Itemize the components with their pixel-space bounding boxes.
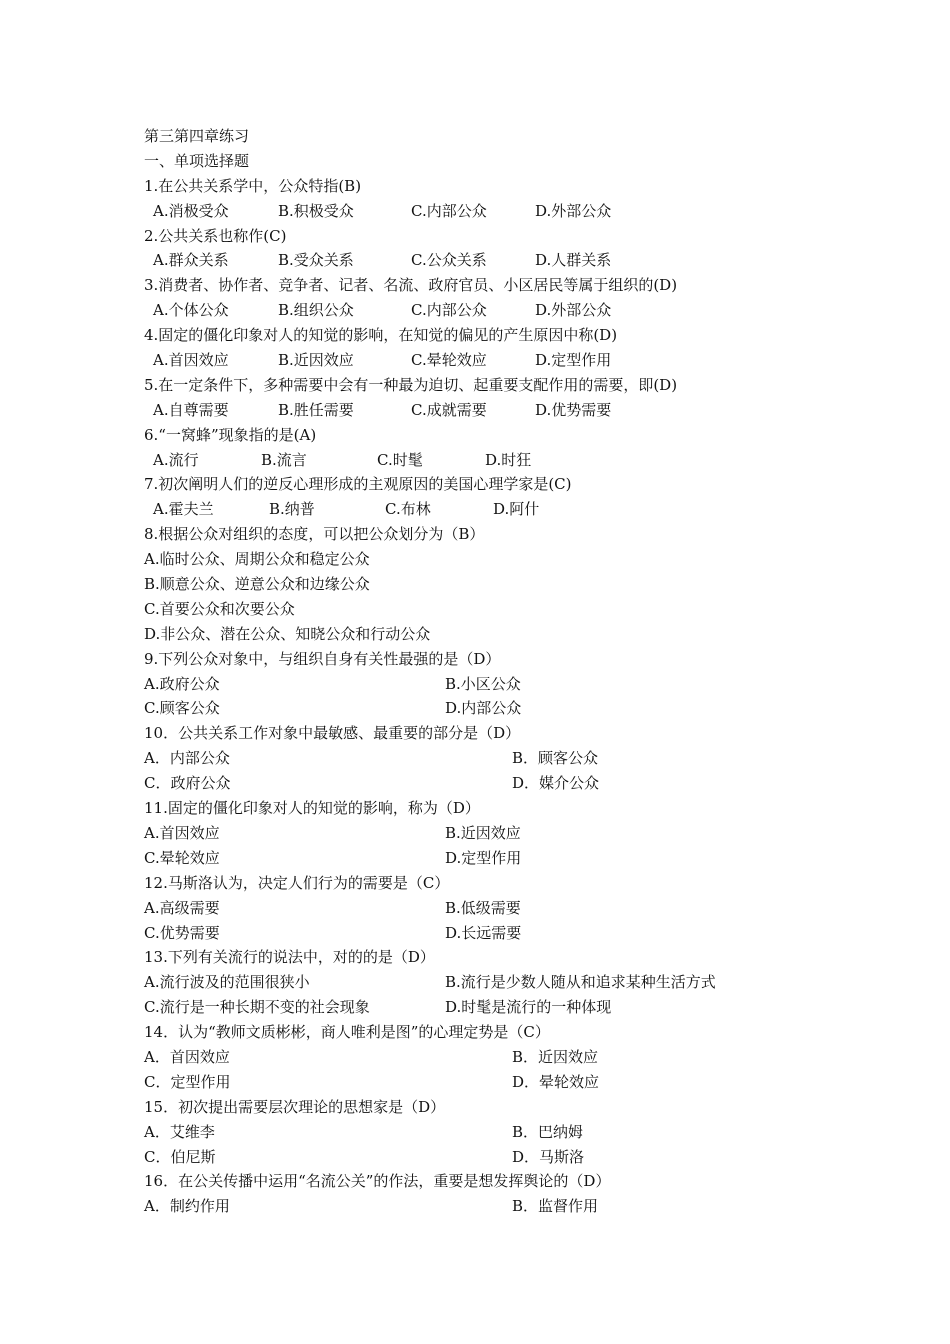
option-a: A．制约作用 xyxy=(144,1197,230,1216)
option-a: A．内部公众 xyxy=(144,749,230,768)
option-d: D.人群关系 xyxy=(535,251,612,270)
option-d: D．晕轮效应 xyxy=(512,1072,600,1091)
option-b: B.积极受众 xyxy=(278,201,354,220)
option-d: D.阿什 xyxy=(493,500,540,519)
question-12-options-row-1 xyxy=(144,896,764,921)
option-d: D.内部公众 xyxy=(445,699,522,718)
option-b: B.受众关系 xyxy=(278,251,354,270)
option-a: A.自尊需要 xyxy=(153,400,229,419)
option-d: D.时髦是流行的一种体现 xyxy=(445,998,612,1017)
option-a: A.霍夫兰 xyxy=(153,500,214,519)
question-15-stem: 15．初次提出需要层次理论的思想家是（D） xyxy=(144,1097,446,1116)
option-d: D.优势需要 xyxy=(535,400,612,419)
option-c: C.晕轮效应 xyxy=(411,351,487,370)
question-8-option-b: B.顺意公众、逆意公众和边缘公众 xyxy=(144,575,370,594)
question-2-stem: 2.公共关系也称作(C) xyxy=(144,226,287,245)
option-a: A.群众关系 xyxy=(153,251,229,270)
question-15-options-row-2 xyxy=(144,1145,764,1170)
question-8-option-d: D.非公众、潜在公众、知晓公众和行动公众 xyxy=(144,624,431,643)
question-6-options xyxy=(144,448,764,473)
option-d: D．马斯洛 xyxy=(512,1147,585,1166)
option-b: B.纳普 xyxy=(269,500,315,519)
option-c: C.顾客公众 xyxy=(144,699,220,718)
option-a: A.个体公众 xyxy=(153,301,229,320)
option-c: C．伯尼斯 xyxy=(144,1147,216,1166)
question-13-options-row-2 xyxy=(144,995,764,1020)
question-5-stem: 5.在一定条件下，多种需要中会有一种最为迫切、起重要支配作用的需要，即(D) xyxy=(144,375,678,394)
option-a: A．首因效应 xyxy=(144,1047,230,1066)
document-title: 第三第四章练习 xyxy=(144,127,250,145)
option-b: B.流言 xyxy=(261,450,307,469)
option-d: D.外部公众 xyxy=(535,301,612,320)
question-12-options-row-2 xyxy=(144,921,764,946)
option-d: D.长远需要 xyxy=(445,923,522,942)
option-b: B．顾客公众 xyxy=(512,749,599,768)
question-8-stem: 8.根据公众对组织的态度，可以把公众划分为（B） xyxy=(144,525,485,544)
question-14-stem: 14．认为“教师文质彬彬，商人唯利是图”的心理定势是（C） xyxy=(144,1023,550,1042)
option-b: B．巴纳姆 xyxy=(512,1122,584,1141)
option-a: A.流行 xyxy=(153,450,199,469)
question-14-options-row-2 xyxy=(144,1070,764,1095)
option-b: B.近因效应 xyxy=(278,351,354,370)
document-content xyxy=(144,124,764,1219)
question-6-stem: 6.“一窝蜂”现象指的是(A) xyxy=(144,425,317,444)
question-4-options xyxy=(144,348,764,373)
option-b: B.流行是少数人随从和追求某种生活方式 xyxy=(445,973,716,992)
question-13-stem: 13.下列有关流行的说法中，对的的是（D） xyxy=(144,948,435,967)
option-a: A.流行波及的范围很狭小 xyxy=(144,973,310,992)
option-b: B.低级需要 xyxy=(445,898,521,917)
option-c: C.流行是一种长期不变的社会现象 xyxy=(144,998,370,1017)
question-1-stem: 1.在公共关系学中，公众特指(B) xyxy=(144,176,362,195)
option-a: A.首因效应 xyxy=(153,351,229,370)
option-c: C.内部公众 xyxy=(411,301,487,320)
question-8-option-a: A.临时公众、周期公众和稳定公众 xyxy=(144,550,370,569)
option-b: B.胜任需要 xyxy=(278,400,354,419)
option-c: C.晕轮效应 xyxy=(144,848,220,867)
option-a: A.消极受众 xyxy=(153,201,229,220)
question-7-options xyxy=(144,497,764,522)
option-c: C.布林 xyxy=(385,500,431,519)
option-a: A.首因效应 xyxy=(144,823,220,842)
option-a: A.政府公众 xyxy=(144,674,220,693)
option-a: A．艾维李 xyxy=(144,1122,215,1141)
question-14-options-row-1 xyxy=(144,1045,764,1070)
option-d: D.定型作用 xyxy=(445,848,522,867)
question-9-options-row-2 xyxy=(144,696,764,721)
question-15-options-row-1 xyxy=(144,1120,764,1145)
question-12-stem: 12.马斯洛认为，决定人们行为的需要是（C） xyxy=(144,873,450,892)
option-b: B．近因效应 xyxy=(512,1047,599,1066)
question-16-options-row-1 xyxy=(144,1194,764,1219)
question-5-options xyxy=(144,398,764,423)
question-11-options-row-1 xyxy=(144,821,764,846)
option-c: C.时髦 xyxy=(377,450,423,469)
option-c: C.成就需要 xyxy=(411,400,487,419)
question-10-options-row-2 xyxy=(144,771,764,796)
question-7-stem: 7.初次阐明人们的逆反心理形成的主观原因的美国心理学家是(C) xyxy=(144,475,572,494)
option-b: B.近因效应 xyxy=(445,823,521,842)
option-d: D.时狂 xyxy=(485,450,532,469)
question-16-stem: 16．在公关传播中运用“名流公关”的作法，重要是想发挥舆论的（D） xyxy=(144,1172,611,1191)
option-d: D.定型作用 xyxy=(535,351,612,370)
question-3-stem: 3.消费者、协作者、竞争者、记者、名流、政府官员、小区居民等属于组织的(D) xyxy=(144,276,678,295)
question-4-stem: 4.固定的僵化印象对人的知觉的影响，在知觉的偏见的产生原因中称(D) xyxy=(144,326,618,345)
question-2-options xyxy=(144,248,764,273)
question-3-options xyxy=(144,298,764,323)
option-c: C.优势需要 xyxy=(144,923,220,942)
question-11-stem: 11.固定的僵化印象对人的知觉的影响，称为（D） xyxy=(144,799,480,818)
option-d: D．媒介公众 xyxy=(512,774,600,793)
section-heading: 一、单项选择题 xyxy=(144,151,250,170)
option-c: C.内部公众 xyxy=(411,201,487,220)
option-d: D.外部公众 xyxy=(535,201,612,220)
option-c: C．政府公众 xyxy=(144,774,231,793)
question-1-options xyxy=(144,199,764,224)
question-11-options-row-2 xyxy=(144,846,764,871)
option-b: B.组织公众 xyxy=(278,301,354,320)
option-b: B．监督作用 xyxy=(512,1197,599,1216)
option-c: C．定型作用 xyxy=(144,1072,231,1091)
option-b: B.小区公众 xyxy=(445,674,521,693)
question-9-options-row-1 xyxy=(144,672,764,697)
question-13-options-row-1 xyxy=(144,970,764,995)
question-8-option-c: C.首要公众和次要公众 xyxy=(144,599,295,618)
option-c: C.公众关系 xyxy=(411,251,487,270)
question-9-stem: 9.下列公众对象中，与组织自身有关性最强的是（D） xyxy=(144,649,501,668)
option-a: A.高级需要 xyxy=(144,898,220,917)
question-10-options-row-1 xyxy=(144,746,764,771)
question-10-stem: 10．公共关系工作对象中最敏感、最重要的部分是（D） xyxy=(144,724,521,743)
